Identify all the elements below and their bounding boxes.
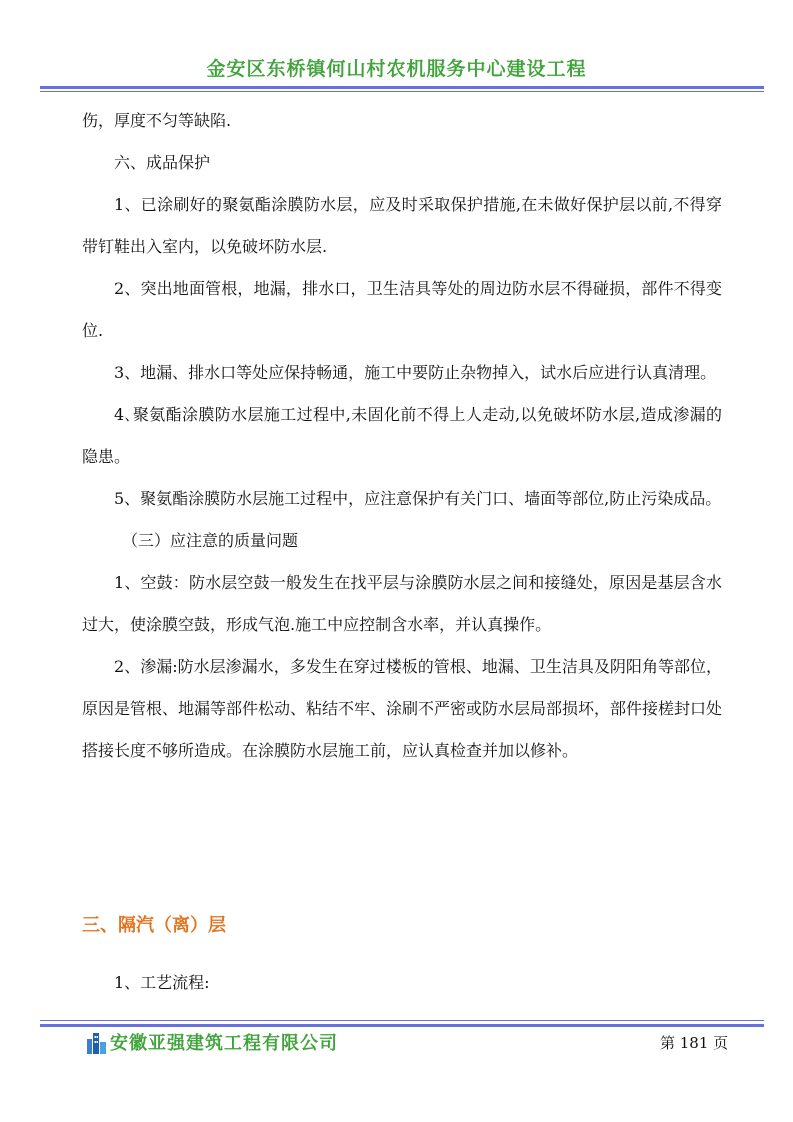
building-logo-icon <box>86 1030 108 1054</box>
page-number: 第 181 页 <box>660 1034 729 1052</box>
paragraph: 1、工艺流程: <box>114 973 210 992</box>
header-title: 金安区东桥镇何山村农机服务中心建设工程 <box>206 58 587 80</box>
paragraph: 1、已涂刷好的聚氨酯涂膜防水层，应及时采取保护措施,在未做好保护层以前,不得穿带钉鞋出入室内，以免破坏防水层. <box>82 195 722 256</box>
paragraph: 4､聚氨酯涂膜防水层施工过程中,未固化前不得上人走动,以免破坏防水层,造成渗漏的隐患。 <box>82 405 722 466</box>
paragraph: 1、空鼓：防水层空鼓一般发生在找平层与涂膜防水层之间和接缝处，原因是基层含水过大，使涂膜空鼓，形成气泡.施工中应控制含水率，并认真操作。 <box>82 573 722 634</box>
subheading-product-protection: 六、成品保护 <box>114 153 211 172</box>
paragraph: 3、地漏、排水口等处应保持畅通，施工中要防止杂物掉入，试水后应进行认真清理。 <box>114 363 717 382</box>
document-body <box>82 100 722 772</box>
footer-rule-thick <box>40 1024 764 1027</box>
paragraph: 2、渗漏:防水层渗漏水，多发生在穿过楼板的管根、地漏、卫生洁具及阴阳角等部位，原因是管根、地漏等部件松动、粘结不牢、涂刷不严密或防水层局部损坏，部件接槎封口处搭接长度不够所造成。在涂膜防水层施工前，应认真检查并加以修补。 <box>82 657 723 760</box>
header-rule-thin <box>40 91 764 92</box>
paragraph: 伤，厚度不匀等缺陷. <box>82 111 232 130</box>
footer-rule-thin <box>40 1020 764 1021</box>
section-heading: 三、隔汽（离）层 <box>82 915 226 936</box>
paragraph: 5、聚氨酯涂膜防水层施工过程中，应注意保护有关门口、墙面等部位,防止污染成品。 <box>114 489 722 508</box>
paragraph: 2、突出地面管根，地漏，排水口，卫生洁具等处的周边防水层不得碰损，部件不得变位. <box>82 279 722 340</box>
subheading-quality-issues: （三）应注意的质量问题 <box>122 531 299 550</box>
header-rule-thick <box>40 86 764 89</box>
footer-company-name: 安徽亚强建筑工程有限公司 <box>110 1033 338 1054</box>
